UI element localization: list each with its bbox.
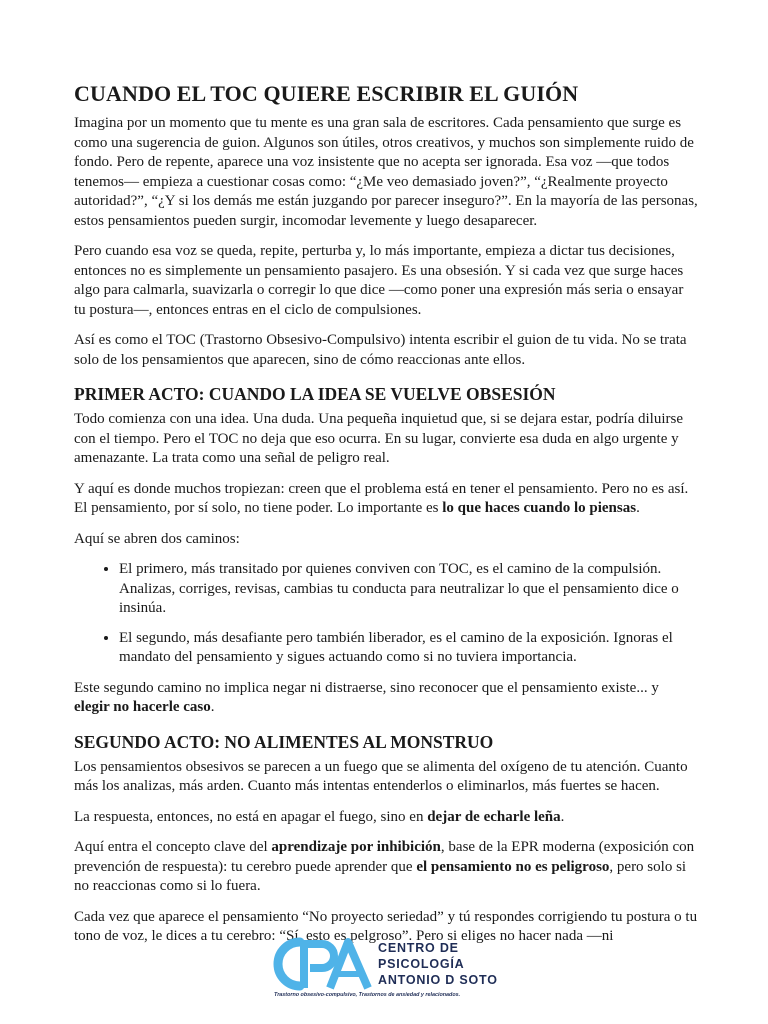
act2-p3-c: , base de la EPR moderna (exposición con prevención de respuesta): tu cerebro puede aprender que: [74, 839, 695, 875]
logo-tagline: Trastorno obsesivo-compulsivo, Trastornos de ansiedad y relacionados.: [274, 992, 461, 998]
act2-p3-b: aprendizaje por inhibición: [271, 839, 441, 855]
document-page: [74, 80, 698, 958]
act1-paragraph-3: Aquí se abren dos caminos:: [74, 530, 240, 547]
cpa-logo: [270, 936, 510, 1006]
act2-p2-text: La respuesta, entonces, no está en apagar el fuego, sino en: [74, 808, 428, 825]
logo-line-2: PSICOLOGÍA: [378, 957, 465, 971]
act1-p2-bold: lo que haces cuando lo piensas: [442, 500, 637, 516]
act1-paragraph-4: [74, 679, 698, 718]
act1-bullet-list: [74, 560, 698, 668]
logo-line-1: CENTRO DE: [378, 941, 459, 955]
act2-paragraph-4: Cada vez que aparece el pensamiento “No proyecto seriedad” y tú respondes corrigiendo tu postura o tu tono de voz, le dices a tu cerebro: “Sí, esto es pelgroso”. Pero si eliges no hacer nada —ni: [74, 908, 698, 944]
cpa-logo-mark-icon: [270, 936, 374, 992]
act1-heading: PRIMER ACTO: CUANDO LA IDEA SE VUELVE OBSESIÓN: [74, 384, 556, 404]
act1-paragraph-1: Todo comienza con una idea. Una duda. Una pequeña inquietud que, si se dejara estar, podría diluirse con el tiempo. Pero el TOC no deja que eso ocurra. En su lugar, convierte esa duda en algo urgente y amenazante. La trata como una señal de peligro real.: [74, 411, 683, 466]
act1-p2-text: Y aquí es donde muchos tropiezan: creen que el problema está en tener el pensamiento. Pero no es así. El pensamiento, por sí solo, no tiene poder. Lo importante es: [74, 480, 689, 516]
logo-line-3: ANTONIO D SOTO: [378, 973, 498, 987]
document-title: CUANDO EL TOC QUIERE ESCRIBIR EL GUIÓN: [74, 81, 579, 106]
list-item: • El primero, más transitado por quienes conviven con TOC, es el camino de la compulsión. Analizas, corriges, revisas, cambias tu conducta para neutralizar lo que el pensamiento dice o insinúa.: [119, 560, 698, 619]
act2-p3-d: el pensamiento no es peligroso: [416, 858, 610, 875]
act2-paragraph-2: [74, 808, 698, 828]
intro-paragraph-2: Pero cuando esa voz se queda, repite, perturba y, lo más importante, empieza a dictar tus decisiones, entonces no es simplemente un pensamiento pasajero. Es una obsesión. Y si cada vez que surge haces algo para calmarla, suavizarla o corregir lo que dice —como poner una expresión más seria o ensayar tu postura—, entonces entras en el ciclo de compulsiones.: [74, 243, 684, 318]
act2-heading: SEGUNDO ACTO: NO ALIMENTES AL MONSTRUO: [74, 731, 494, 752]
act2-p2-bold: dejar de echarle leña: [427, 808, 561, 825]
act1-p4-end: .: [210, 699, 215, 715]
act1-p4-text: Este segundo camino no implica negar ni distraerse, sino reconocer que el pensamiento existe... y: [74, 679, 659, 696]
logo-text: [378, 940, 498, 988]
intro-paragraph-1: Imagina por un momento que tu mente es una gran sala de escritores. Cada pensamiento que surge es como una sugerencia de guion. Algunos son útiles, otros creativos, y muchos son simplemente ruido de fondo. Pero de repente, aparece una voz insistente que no acepta ser ignorada. Esa voz —que todos tenemos— empieza a cuestionar cosas como: “¿Me veo demasiado joven?”, “¿Realmente proyecto autoridad?”, “¿Y si los demás me están juzgando por parecer inseguro?”. En la mayoría de las personas, estos pensamientos pueden surgir, incomodar levemente y luego desaparecer.: [74, 115, 698, 229]
intro-paragraph-3: Así es como el TOC (Trastorno Obsesivo-Compulsivo) intenta escribir el guion de tu vida. No se trata solo de los pensamientos que aparecen, sino de cómo reaccionas ante ellos.: [74, 332, 687, 368]
act1-paragraph-2: [74, 480, 698, 519]
act2-p3-e: , pero solo si no reaccionas como si lo fuera.: [74, 858, 687, 894]
act2-p2-end: .: [560, 808, 565, 825]
act2-paragraph-3: [74, 838, 698, 897]
act1-p2-end: .: [636, 500, 640, 516]
list-item: • El segundo, más desafiante pero también liberador, es el camino de la exposición. Ignoras el mandato del pensamiento y sigues actuando como si no tuviera importancia.: [119, 629, 698, 668]
act2-paragraph-1: Los pensamientos obsesivos se parecen a un fuego que se alimenta del oxígeno de tu atención. Cuanto más los analizas, más arden. Cuanto más intentas entenderlos o eliminarlos, más fuertes se hacen.: [74, 758, 688, 794]
act1-p4-bold: elegir no hacerle caso: [74, 699, 211, 715]
act2-p3-a: Aquí entra el concepto clave del: [74, 839, 272, 855]
